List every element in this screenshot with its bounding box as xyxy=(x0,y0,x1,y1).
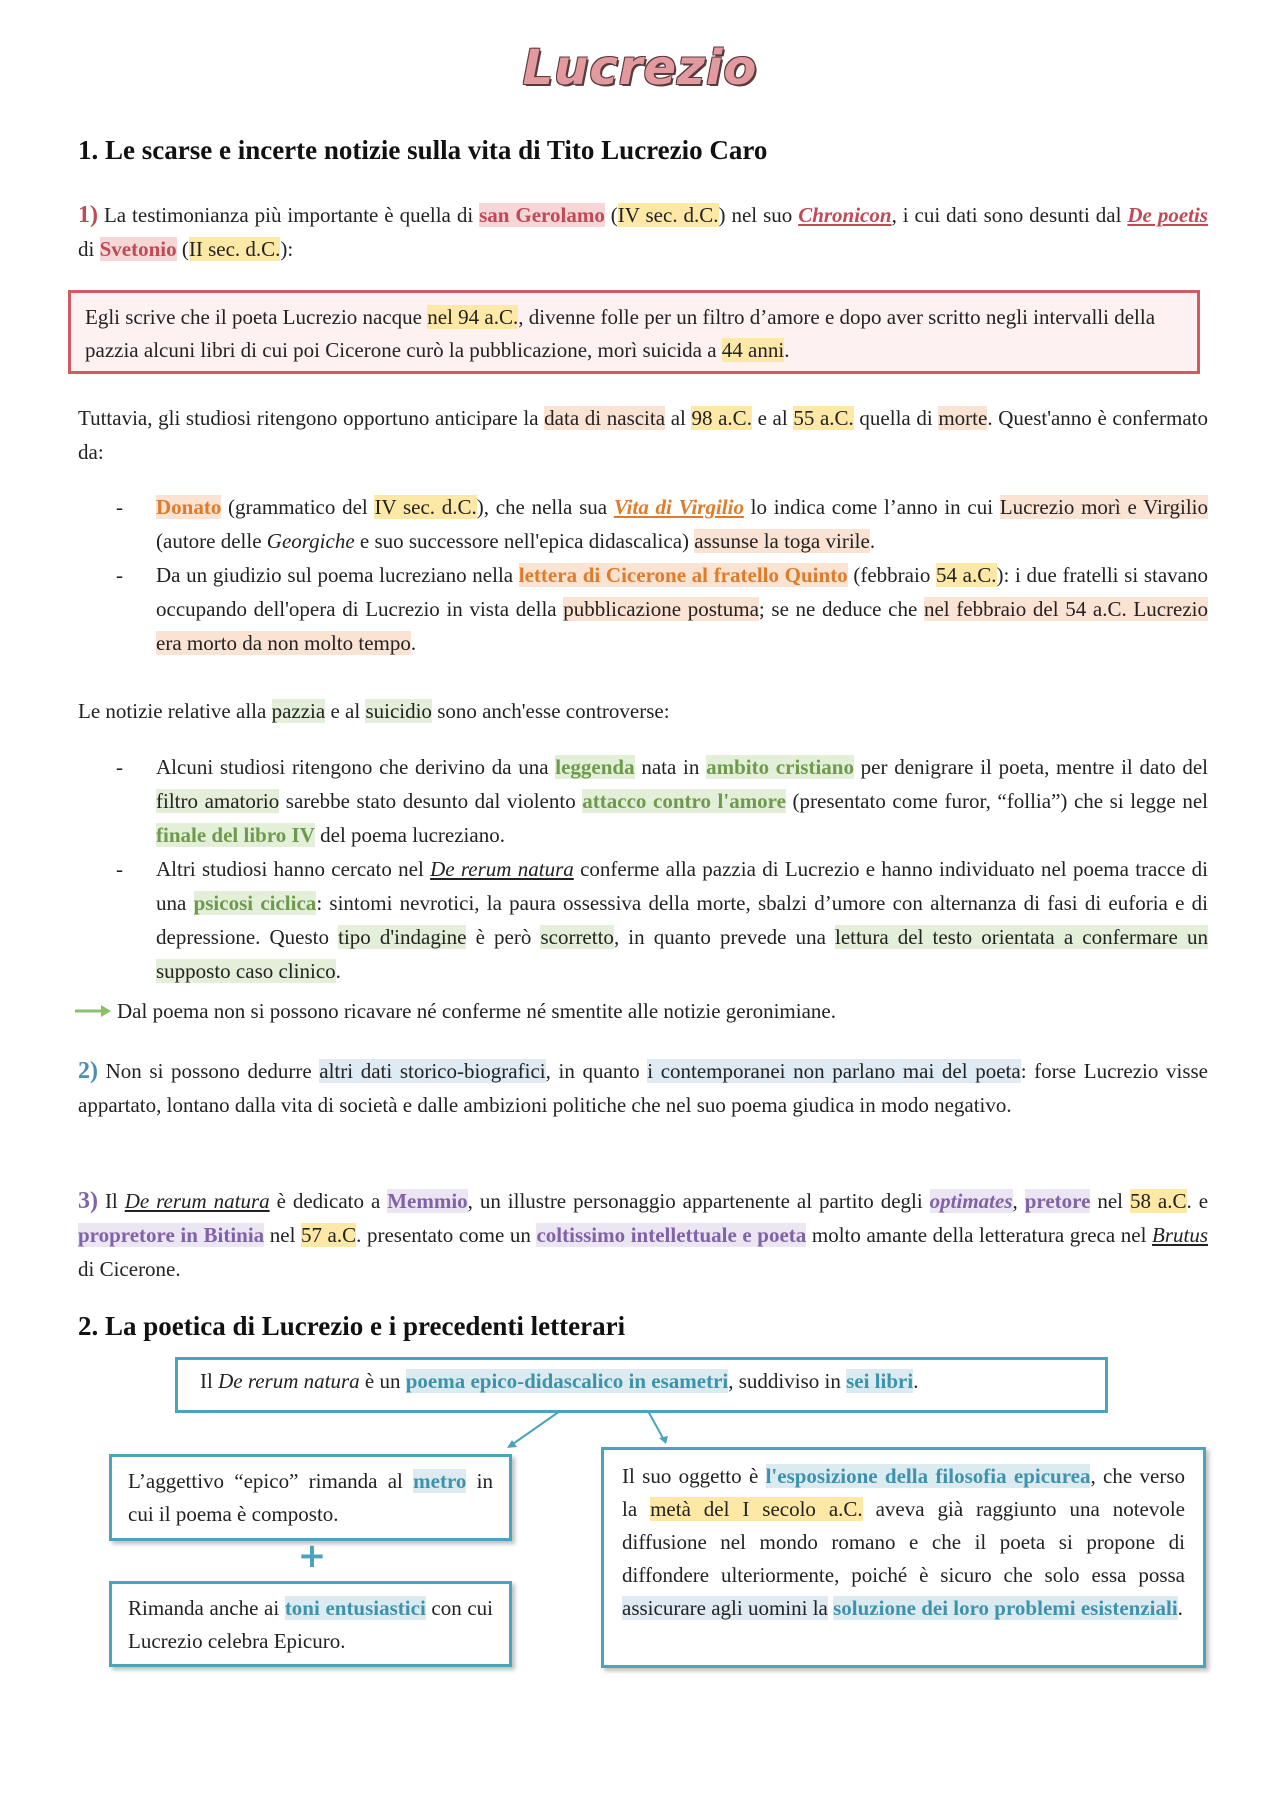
svetonio-highlight: Svetonio xyxy=(99,237,177,261)
text: è però xyxy=(466,925,541,949)
text: Tuttavia, gli studiosi ritengono opportuno anticipare la xyxy=(78,406,545,430)
list-item: - Alcuni studiosi ritengono che derivino da una leggenda nata in ambito cristiano per denigrare il poeta, mentre il dato del filtro amatorio sarebbe stato desunto dal violento attacco contro l'amore (presentato come furor, “follia”) che si legge nel finale del libro IV del poema lucreziano. xyxy=(116,755,1208,847)
connector-arrow-right-icon xyxy=(648,1411,668,1444)
text: di xyxy=(78,237,100,261)
highlight: filtro amatorio xyxy=(156,789,280,813)
text: aveva già raggiunto una notevole diffusione nel mondo romano e che il poeta si propone di diffondere ulteriormente, poiché è sicuro che solo essa possa xyxy=(622,1497,1186,1587)
highlight: i contemporanei non parlano mai del poeta xyxy=(647,1059,1021,1083)
text: . e xyxy=(1186,1189,1209,1213)
highlight: l'esposizione della filosofia epicurea xyxy=(765,1464,1091,1488)
text: nata in xyxy=(634,755,707,779)
highlight: propretore in Bitinia xyxy=(78,1223,265,1247)
text: nel xyxy=(1090,1189,1130,1213)
highlight: coltissimo intellettuale e poeta xyxy=(536,1223,807,1247)
text: ): i due fratelli si stavano occupando dell'opera di Lucrezio in vista della xyxy=(156,563,1208,621)
list-item: - Donato (grammatico del IV sec. d.C.), che nella sua Vita di Virgilio lo indica come l’anno in cui Lucrezio morì e Virgilio (autore delle Georgiche e suo successore nell'epica didascalica) assunse la toga virile. xyxy=(116,495,1208,553)
text: è dedicato a xyxy=(269,1189,388,1213)
highlight: nel febbraio del 54 a.C. Lucrezio era morto da non molto tempo xyxy=(156,597,1209,655)
de-rerum-natura-title: De rerum natura xyxy=(124,1189,270,1213)
vita-di-virgilio-title: Vita di Virgilio xyxy=(613,495,744,519)
text: di Cicerone. xyxy=(78,1257,181,1281)
text: ( xyxy=(176,237,189,261)
point-3-paragraph xyxy=(78,1184,1208,1286)
text: (presentato come furor, “follia”) che si legge nel xyxy=(785,789,1208,813)
point-2-number: 2) xyxy=(78,1058,98,1084)
arrow-note: Dal poema non si possono ricavare né conferme né smentite alle notizie geronimiane. xyxy=(117,999,836,1023)
plus-icon: + xyxy=(297,1536,327,1576)
text: Egli scrive che il poeta Lucrezio nacque xyxy=(85,305,428,329)
page-title: Lucrezio xyxy=(522,40,758,96)
text: e al xyxy=(751,406,794,430)
date-highlight: IV sec. d.C. xyxy=(617,203,719,227)
de-poetis-title: De poetis xyxy=(1127,203,1208,227)
text: (febbraio xyxy=(847,563,936,587)
text: . presentato come un xyxy=(356,1223,537,1247)
epicurean-philosophy-box xyxy=(601,1447,1206,1668)
highlight: poema epico-didascalico in esametri xyxy=(405,1369,729,1393)
text: del poema lucreziano. xyxy=(314,823,505,847)
text: Altri studiosi hanno cercato nel xyxy=(156,857,431,881)
text: , i cui dati sono desunti dal xyxy=(891,203,1128,227)
text: nel xyxy=(264,1223,301,1247)
text: . xyxy=(869,529,876,553)
text: : forse Lucrezio visse appartato, lontano dalla vita di società e dalle ambizioni politiche che nel suo poema giudica in modo negativo. xyxy=(78,1059,1208,1117)
text: . xyxy=(784,338,790,362)
highlight: Lucrezio morì e Virgilio xyxy=(999,495,1208,519)
highlight: finale del libro IV xyxy=(156,823,315,847)
text: . xyxy=(335,959,341,983)
text: , in quanto xyxy=(545,1059,648,1083)
highlight: optimates xyxy=(929,1189,1013,1213)
highlight: morte xyxy=(938,406,988,430)
text: quella di xyxy=(853,406,939,430)
point-3-number: 3) xyxy=(78,1188,98,1214)
text: Le notizie relative alla xyxy=(78,699,272,723)
highlight: altri dati storico-biografici xyxy=(319,1059,546,1083)
chronicon-title: Chronicon xyxy=(798,203,892,227)
text: lo indica come l’anno in cui xyxy=(743,495,1000,519)
highlight: soluzione dei loro problemi esistenziali xyxy=(833,1596,1178,1620)
text: , divenne folle per un filtro d’amore e dopo aver scritto negli intervalli della pazzia alcuni libri di cui poi Cicerone curò la pubblicazione, morì suicida a xyxy=(85,305,1156,362)
section-1-heading: 1. Le scarse e incerte notizie sulla vita di Tito Lucrezio Caro xyxy=(78,135,768,165)
date-highlight: II sec. d.C. xyxy=(188,237,281,261)
highlight: suicidio xyxy=(365,699,432,723)
de-rerum-natura-title: De rerum natura xyxy=(430,857,574,881)
text: in cui il poema è composto. xyxy=(128,1469,493,1526)
highlight: metro xyxy=(413,1469,467,1493)
text: , che verso la xyxy=(622,1464,1185,1521)
highlight: assunse la toga virile xyxy=(694,529,870,553)
text: ; se ne deduce che xyxy=(758,597,924,621)
de-rerum-natura-title: De rerum natura xyxy=(218,1369,360,1393)
highlight: assicurare agli uomini la xyxy=(622,1596,828,1620)
text: per denigrare il poeta, mentre il dato del xyxy=(853,755,1208,779)
text: ), che nella sua xyxy=(476,495,614,519)
text: molto amante della letteratura greca nel xyxy=(806,1223,1152,1247)
text: Il suo oggetto è xyxy=(622,1464,766,1488)
text: Il xyxy=(98,1189,125,1213)
text: ) nel suo xyxy=(718,203,799,227)
highlight: Memmio xyxy=(387,1189,468,1213)
point-2-paragraph xyxy=(78,1054,1208,1122)
text: . xyxy=(913,1369,919,1393)
highlight: sei libri xyxy=(846,1369,914,1393)
donato-highlight: Donato xyxy=(156,495,222,519)
date-highlight: 58 a.C xyxy=(1129,1189,1187,1213)
enthusiastic-tones-box xyxy=(109,1581,512,1667)
text: Rimanda anche ai xyxy=(128,1596,285,1620)
text: , un illustre personaggio appartenente al partito degli xyxy=(467,1189,930,1213)
georgiche-title: Georgiche xyxy=(266,529,355,553)
date-highlight: nel 94 a.C. xyxy=(427,305,519,329)
highlight: lettura del testo orientata a confermare un supposto caso clinico xyxy=(156,925,1208,983)
text: . xyxy=(1177,1596,1183,1620)
text: con cui Lucrezio celebra Epicuro. xyxy=(128,1596,494,1653)
text: sarebbe stato desunto dal violento xyxy=(279,789,583,813)
text: , xyxy=(1012,1189,1025,1213)
text: La testimonianza più importante è quella di xyxy=(98,203,480,227)
date-highlight: 57 a.C xyxy=(300,1223,357,1247)
poem-definition-box xyxy=(175,1357,1108,1413)
brutus-title: Brutus xyxy=(1152,1223,1209,1247)
san-gerolamo-highlight: san Gerolamo xyxy=(479,203,605,227)
text: Non si possono dedurre xyxy=(98,1059,320,1083)
text: (autore delle xyxy=(156,529,267,553)
date-highlight: 98 a.C. xyxy=(691,406,752,430)
date-highlight: 54 a.C. xyxy=(936,563,997,587)
connector-arrow-left-icon xyxy=(507,1411,560,1448)
text: L’aggettivo “epico” rimanda al xyxy=(128,1469,414,1493)
text: e al xyxy=(325,699,366,723)
date-highlight: 55 a.C. xyxy=(793,406,854,430)
text: . xyxy=(410,631,417,655)
epic-meter-box xyxy=(109,1454,512,1541)
list-item: - Da un giudizio sul poema lucreziano nella lettera di Cicerone al fratello Quinto (febbraio 54 a.C.): i due fratelli si stavano occupando dell'opera di Lucrezio in vista della pubblicazione postuma; se ne deduce che nel febbraio del 54 a.C. Lucrezio era morto da non molto tempo. xyxy=(116,563,1209,655)
age-highlight: 44 anni xyxy=(721,338,785,362)
text: è un xyxy=(359,1369,406,1393)
text: (grammatico del xyxy=(221,495,375,519)
text: al xyxy=(665,406,692,430)
highlight: scorretto xyxy=(540,925,614,949)
highlight: pubblicazione postuma xyxy=(563,597,759,621)
highlight: attacco contro l'amore xyxy=(582,789,786,813)
text: e suo successore nell'epica didascalica) xyxy=(354,529,695,553)
text: . Quest'anno è confermato da: xyxy=(78,406,1209,464)
text: Il xyxy=(200,1369,219,1393)
text: , suddiviso in xyxy=(728,1369,847,1393)
highlight: pazzia xyxy=(271,699,326,723)
highlight: pretore xyxy=(1024,1189,1091,1213)
highlight: data di nascita xyxy=(544,406,666,430)
text: Alcuni studiosi ritengono che derivino da una xyxy=(156,755,556,779)
section-2-heading: 2. La poetica di Lucrezio e i precedenti letterari xyxy=(78,1311,626,1341)
text: , in quanto prevede una xyxy=(613,925,835,949)
text: : sintomi nevrotici, la paura ossessiva della morte, sbalzi d’umore con alternanza di fasi di euforia e di depressione. Questo xyxy=(156,891,1209,949)
green-arrow-icon xyxy=(75,1005,111,1017)
text: ( xyxy=(604,203,618,227)
text: sono anch'esse controverse: xyxy=(431,699,670,723)
highlight: leggenda xyxy=(555,755,635,779)
highlight: psicosi ciclica xyxy=(193,891,317,915)
list-item: - Altri studiosi hanno cercato nel De rerum natura conferme alla pazzia di Lucrezio e hanno individuato nel poema tracce di una psicosi ciclica: sintomi nevrotici, la paura ossessiva della morte, sbalzi d’umore con alternanza di fasi di euforia e di depressione. Questo tipo d'indagine è però scorretto, in quanto prevede una lettura del testo orientata a confermare un supposto caso clinico. xyxy=(116,857,1209,983)
date-highlight: IV sec. d.C. xyxy=(374,495,477,519)
point-1-number: 1) xyxy=(78,202,98,228)
highlight: toni entusiastici xyxy=(284,1596,426,1620)
date-highlight: metà del I secolo a.C. xyxy=(650,1497,863,1521)
lettera-highlight: lettera di Cicerone al fratello Quinto xyxy=(518,563,848,587)
text: conferme alla pazzia di Lucrezio e hanno individuato nel poema tracce di una xyxy=(156,857,1208,915)
highlight: ambito cristiano xyxy=(706,755,854,779)
text: ): xyxy=(280,237,294,261)
text: Da un giudizio sul poema lucreziano nella xyxy=(156,563,519,587)
highlight: tipo d'indagine xyxy=(338,925,467,949)
